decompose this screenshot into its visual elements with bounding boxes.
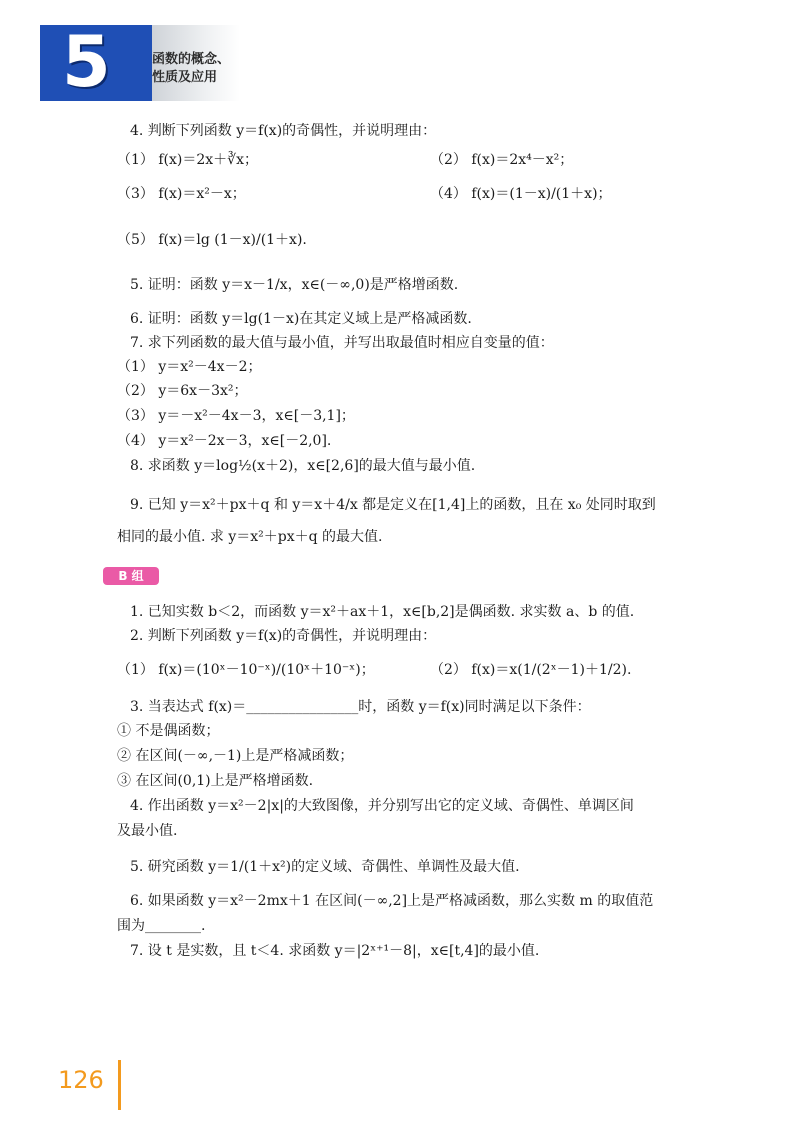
group-b-label: B 组 xyxy=(103,567,159,585)
chapter-title-line2: 性质及应用 xyxy=(152,70,218,85)
exercise-line: 2. 判断下列函数 y＝f(x)的奇偶性，并说明理由： xyxy=(130,628,437,644)
exercise-line: 4. 判断下列函数 y＝f(x)的奇偶性，并说明理由： xyxy=(130,123,437,139)
exercise-line: 3. 当表达式 f(x)＝________________时，函数 y＝f(x)同时满足以下条件： xyxy=(130,699,591,715)
exercise-line: 5. 证明：函数 y＝x－1/x，x∈(－∞,0)是严格增函数. xyxy=(130,277,459,293)
exercise-line: 6. 如果函数 y＝x²－2mx＋1 在区间(－∞,2]上是严格减函数，那么实数 m 的取值范 xyxy=(130,893,654,909)
exercise-line: （3） f(x)＝x²－x； xyxy=(117,186,246,202)
exercise-line: ① 不是偶函数； xyxy=(117,723,220,739)
exercise-line: 9. 已知 y＝x²＋px＋q 和 y＝x＋4/x 都是定义在[1,4]上的函数，且在 x₀ 处同时取到 xyxy=(130,497,656,513)
chapter-title-line1: 函数的概念、 xyxy=(152,52,231,67)
exercise-line: 围为________. xyxy=(117,918,206,934)
exercise-line: （1） y＝x²－4x－2； xyxy=(117,359,262,375)
exercise-line: ③ 在区间(0,1)上是严格增函数. xyxy=(117,773,314,789)
page-number: 126 xyxy=(58,1066,104,1094)
page-number-divider xyxy=(118,1060,121,1110)
exercise-line: 8. 求函数 y＝log½(x＋2)，x∈[2,6]的最大值与最小值. xyxy=(130,458,476,474)
exercise-line: （2） f(x)＝x(1/(2ˣ－1)＋1/2). xyxy=(430,662,632,678)
exercise-line: 5. 研究函数 y＝1/(1＋x²)的定义域、奇偶性、单调性及最大值. xyxy=(130,859,520,875)
exercise-line: ② 在区间(－∞,－1)上是严格减函数； xyxy=(117,748,354,764)
exercise-line: （4） y＝x²－2x－3，x∈[－2,0]. xyxy=(117,433,332,449)
exercise-line: （1） f(x)＝2x＋∛x； xyxy=(117,152,258,168)
exercise-line: （2） f(x)＝2x⁴－x²； xyxy=(430,152,574,168)
chapter-number: 5 xyxy=(62,25,111,101)
exercise-line: （4） f(x)＝(1－x)/(1＋x)； xyxy=(430,186,612,202)
exercise-line: 相同的最小值. 求 y＝x²＋px＋q 的最大值. xyxy=(117,529,383,545)
exercise-line: （5） f(x)＝lg (1－x)/(1＋x). xyxy=(117,232,307,248)
exercise-line: 4. 作出函数 y＝x²－2|x|的大致图像，并分别写出它的定义域、奇偶性、单调区间 xyxy=(130,798,634,814)
exercise-line: （2） y＝6x－3x²； xyxy=(117,383,248,399)
chapter-header xyxy=(40,25,240,101)
exercise-line: （1） f(x)＝(10ˣ－10⁻ˣ)/(10ˣ＋10⁻ˣ)； xyxy=(117,662,375,678)
exercise-line: 7. 设 t 是实数，且 t＜4. 求函数 y＝|2ˣ⁺¹－8|，x∈[t,4]的最小值. xyxy=(130,943,540,959)
exercise-line: 7. 求下列函数的最大值与最小值，并写出取最值时相应自变量的值： xyxy=(130,335,554,351)
exercise-line: 1. 已知实数 b＜2，而函数 y＝x²＋ax＋1，x∈[b,2]是偶函数. 求实数 a、b 的值. xyxy=(130,604,635,620)
exercise-line: （3） y＝－x²－4x－3，x∈[－3,1]； xyxy=(117,408,355,424)
exercise-line: 6. 证明：函数 y＝lg(1－x)在其定义域上是严格减函数. xyxy=(130,311,472,327)
exercise-line: 及最小值. xyxy=(117,823,178,839)
